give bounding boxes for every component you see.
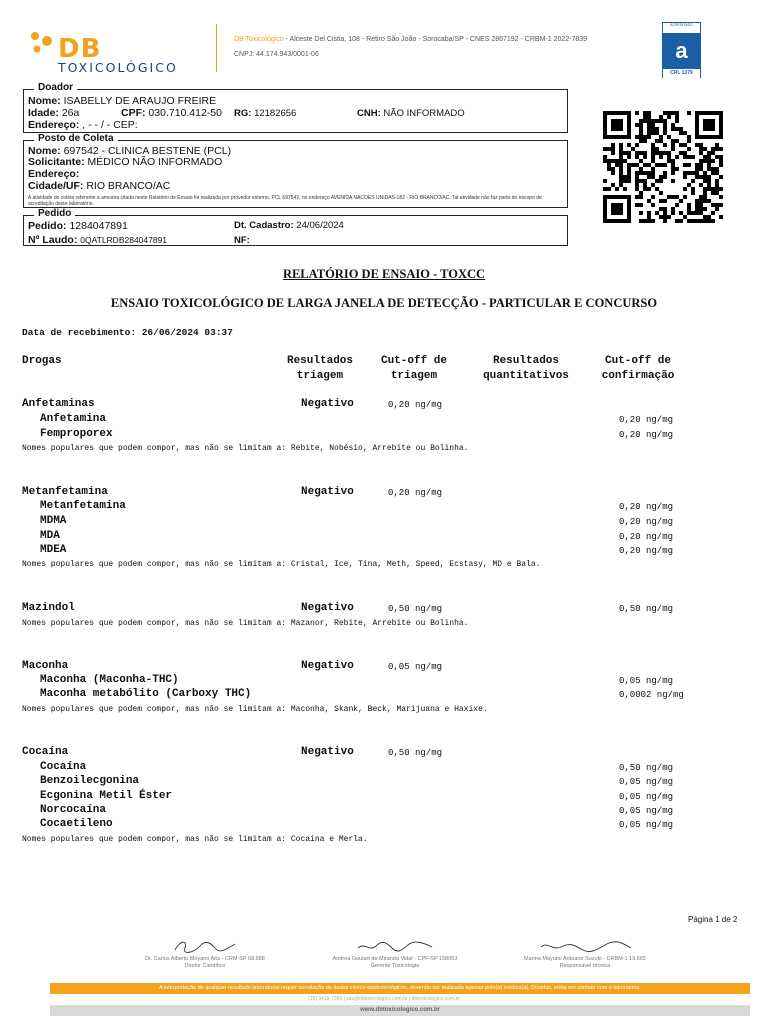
doador-nome: Nome: ISABELLY DE ARAUJO FREIRE [28,95,217,107]
report-title: RELATÓRIO DE ENSAIO - TOXCC [282,267,486,281]
doador-endereco: Endereço: , - - / - CEP: [28,119,138,131]
signature-3: Marina Mayumi Ardeano Suzuki - CRBM-1 19.665 Responsável técnica [490,938,680,970]
footer-website[interactable]: www.dbtoxicologico.com.br [50,1005,750,1016]
qr-code-icon[interactable] [603,111,723,223]
col-resultados-quantitativos: Resultados quantitativos [483,355,569,382]
signature-2-icon [350,938,440,956]
logo-mark-icon [27,30,57,56]
col-cutoff-confirmacao: Cut-off de confirmação [601,355,675,382]
group-cutoff: 0,50 ng/mg [388,604,443,614]
col-cutoff-triagem: Cut-off de triagem [380,355,447,382]
group-note: Nomes populares que podem compor, mas não se limitam a: Cristal, Ice, Tina, Meth, Speed, Ecstasy, MD e Bala. [22,560,541,569]
drug-conf-cutoff: 0,0002 ng/mg [619,690,684,700]
drug-item: Metanfetamina [40,500,126,512]
received-date: Data de recebimento: 26/06/2024 03:37 [22,327,233,338]
group-result: Negativo [301,398,354,410]
signature-1-icon [170,938,240,956]
col-drogas: Drogas [22,355,62,367]
group-name: Maconha [22,660,69,672]
doador-section-title: Doador [34,82,77,93]
report-subtitle: ENSAIO TOXICOLÓGICO DE LARGA JANELA DE DETECÇÃO - PARTICULAR E CONCURSO [110,296,658,310]
pedido-numero: Pedido: 1284047891 [28,220,128,232]
doador-idade: Idade: 26a [28,107,80,119]
signature-3-icon [535,938,635,956]
pedido-cadastro: Dt. Cadastro: 24/06/2024 [234,220,344,231]
group-cutoff: 0,50 ng/mg [388,748,443,758]
footer-contact: (15) 3418-7399 | sac@dbtoxicologico.com.br | dbtoxicologico.com.br [308,996,460,1002]
header-cnpj: CNPJ: 44.174.943/0001-06 [234,51,319,58]
accreditation-icon: a [675,38,688,63]
drug-conf-cutoff: 0,05 ng/mg [619,777,674,787]
group-note: Nomes populares que podem compor, mas não se limitam a: Cocaína e Merla. [22,835,368,844]
drug-item: MDMA [40,515,67,527]
drug-conf-cutoff: 0,20 ng/mg [619,546,674,556]
group-cutoff: 0,05 ng/mg [388,662,443,672]
page-number: Página 1 de 2 [688,915,738,924]
group-conf-cutoff: 0,50 ng/mg [619,604,674,614]
group-cutoff: 0,20 ng/mg [388,488,443,498]
group-name: Cocaína [22,746,69,758]
group-note: Nomes populares que podem compor, mas não se limitam a: Rebite, Nobésio, Arrebite ou Bolinha. [22,444,469,453]
disclaimer-bar: A interpretação de qualquer resultado laboratorial requer correlação de dados clínico-epidemiológicos, devendo ser realizada apenas pelo(a) médico(a). Dúvidas, entre em contato com o laboratório. [50,983,750,994]
drug-conf-cutoff: 0,20 ng/mg [619,415,674,425]
group-name: Metanfetamina [22,486,108,498]
drug-item: Benzoilecgonina [40,775,140,787]
group-cutoff: 0,20 ng/mg [388,400,443,410]
doador-rg: RG: 12182656 [234,108,297,119]
drug-conf-cutoff: 0,20 ng/mg [619,430,674,440]
drug-conf-cutoff: 0,20 ng/mg [619,517,674,527]
drug-item: MDA [40,530,60,542]
posto-section-title: Posto de Coleta [34,133,118,144]
group-result: Negativo [301,660,354,672]
drug-item: Norcocaína [40,804,107,816]
drug-item: Anfetamina [40,413,107,425]
drug-conf-cutoff: 0,05 ng/mg [619,806,674,816]
group-result: Negativo [301,746,354,758]
group-note: Nomes populares que podem compor, mas não se limitam a: Mazanor, Rebite, Arrebite ou Bolinha. [22,619,469,628]
pedido-laudo: Nº Laudo: 0QATLRDB284047891 [28,234,168,246]
pedido-nf: NF: [234,235,250,246]
posto-solicitante: Solicitante: MÉDICO NÃO INFORMADO [28,156,223,168]
drug-item: Maconha metabólito (Carboxy THC) [40,688,252,700]
posto-endereco: Endereço: [28,168,80,180]
doador-cnh: CNH: NÃO INFORMADO [357,108,465,119]
drug-item: Ecgonina Metil Éster [40,790,173,802]
header-divider [216,24,217,72]
drug-item: Femproporex [40,428,113,440]
group-result: Negativo [301,486,354,498]
posto-note: A atividade de coleta referente à amostra citada neste Relatório de Ensaio foi realizada por provedor externo, PCL 697542, no endereço AVENIDA NACOES UNIDAS-182 - RIO BRANCO/AC. Tal atividade não faz parte do escopo de acreditação deste laboratório. [28,195,542,207]
posto-nome: Nome: 697542 - CLINICA BESTENE (PCL) [28,145,232,157]
drug-conf-cutoff: 0,20 ng/mg [619,532,674,542]
logo-db: DB [58,34,102,64]
pedido-section-title: Pedido [34,208,75,219]
drug-conf-cutoff: 0,50 ng/mg [619,763,674,773]
signature-2: Andrea Goulart de Miranda Vidal - CPF-SP 158053 Gerente Toxicologia [300,938,490,970]
header-address: DB Toxicológico - Alceste Del Cistia, 108 - Retiro São João - Sorocaba/SP - CNES 2867192 - CRBM-1 2022-7839 [234,36,588,43]
signature-1: Dr. Carlos Alberto Moyano Aita - CRM-SP 68.988 Diretor Científico [110,938,300,970]
group-result: Negativo [301,602,354,614]
group-note: Nomes populares que podem compor, mas não se limitam a: Maconha, Skank, Beck, Marijuana e Haxixe. [22,705,488,714]
drug-item: MDEA [40,544,67,556]
drug-item: Maconha (Maconha-THC) [40,674,179,686]
drug-conf-cutoff: 0,05 ng/mg [619,676,674,686]
accreditation-seal: ACREDITADO a CRL 1379 [662,22,701,78]
drug-conf-cutoff: 0,05 ng/mg [619,820,674,830]
group-name: Mazindol [22,602,75,614]
posto-cidade: Cidade/UF: RIO BRANCO/AC [28,180,171,192]
drug-conf-cutoff: 0,05 ng/mg [619,792,674,802]
drug-conf-cutoff: 0,20 ng/mg [619,502,674,512]
drug-item: Cocaetileno [40,818,113,830]
logo-toxicologico: TOXICOLÓGICO [58,60,178,75]
group-name: Anfetaminas [22,398,95,410]
drug-item: Cocaína [40,761,87,773]
col-resultados-triagem: Resultados triagem [286,355,353,382]
doador-cpf: CPF: 030.710.412-50 [121,107,222,119]
